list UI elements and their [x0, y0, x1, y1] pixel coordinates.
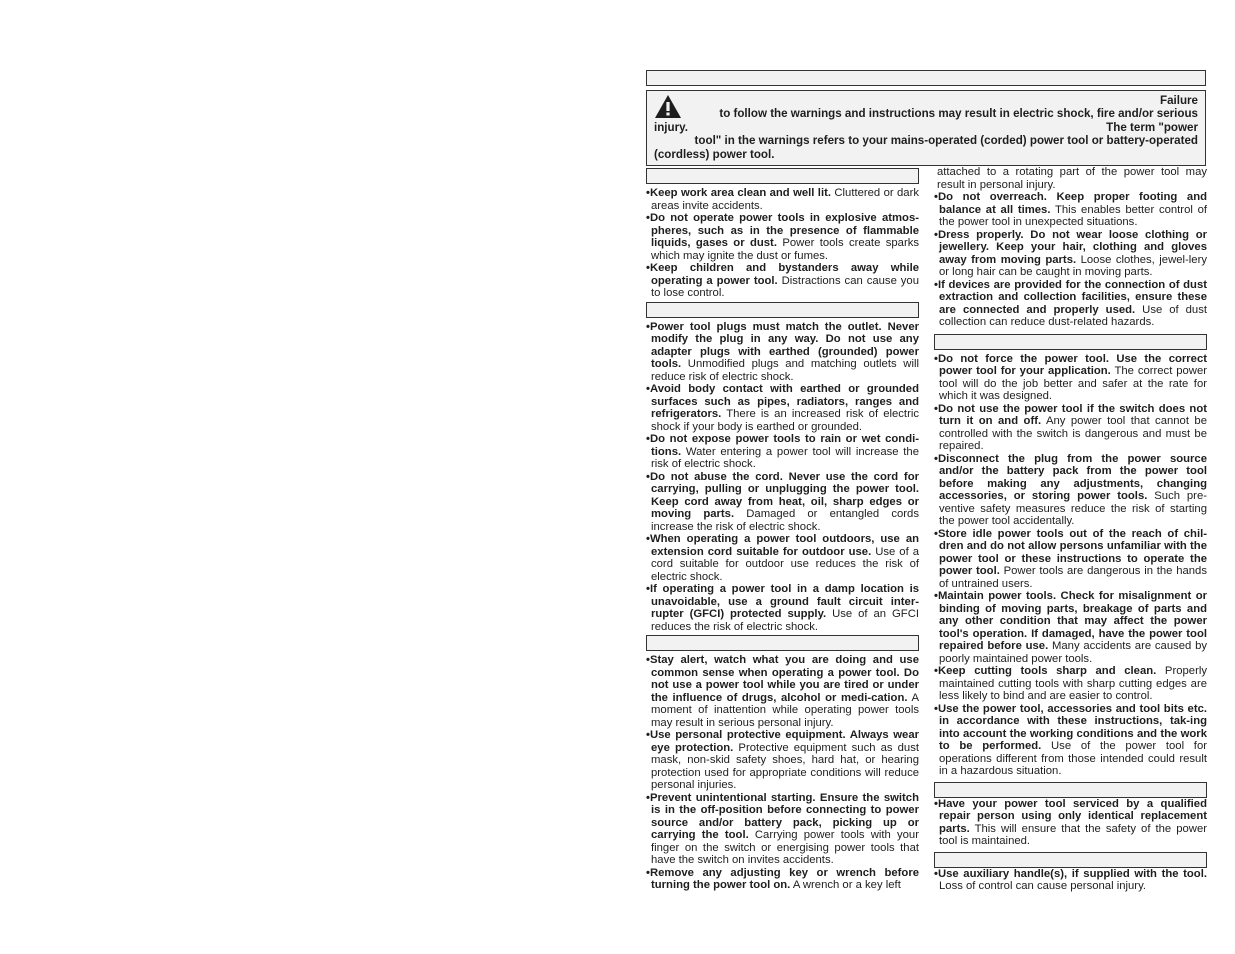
bullet-bold: •Use personal protective equipment. Always wear eye protection. — [646, 729, 919, 754]
personal-list — [646, 654, 919, 892]
bullet-item — [934, 229, 1207, 279]
warning-line-3 — [654, 121, 1198, 134]
bullet-item — [646, 212, 919, 262]
bullet-item — [934, 590, 1207, 665]
continued-text: attached to a rotating part of the power tool may result in personal injury. — [937, 166, 1207, 191]
bullet-text: Any power tool that cannot be controlled with the switch is dangerous and must be repaired. — [939, 415, 1207, 452]
general-warning-box — [646, 90, 1206, 166]
bullet-bold: •Keep cutting tools sharp and clean. — [934, 665, 1157, 677]
bullet-item — [646, 187, 919, 212]
use-care-list — [934, 353, 1207, 778]
bullet-item — [934, 453, 1207, 528]
bullet-text: Protective equipment such as dust mask, non-skid safety shoes, hard hat, or hearing protection used for appropriate conditions will reduce personal injuries. — [651, 741, 919, 791]
bullet-text: Loose clothes, jewel-lery or long hair can be caught in moving parts. — [939, 253, 1207, 278]
bullet-text: Use of a cord suitable for outdoor use reduces the risk of electric shock. — [651, 545, 920, 583]
bullet-item — [934, 353, 1207, 403]
bullet-bold: •Dress properly. Do not wear loose clothing or jewellery. Keep your hair, clothing and gloves away from moving parts. — [934, 228, 1207, 266]
bullet-text: Damaged or entangled cords increase the risk of electric shock. — [651, 508, 919, 533]
warning-line-2: to follow the warnings and instructions may result in electric shock, fire and/or serious — [719, 107, 1198, 121]
bullet-text: Distractions can cause you to lose control. — [651, 274, 919, 299]
bullet-text: Loss of control can cause personal injury. — [939, 880, 1147, 892]
bullet-item — [934, 868, 1207, 893]
bullet-bold: •Use auxiliary handle(s), if supplied with the tool. — [934, 867, 1207, 880]
bullet-bold: •Store idle power tools out of the reach of chil-dren and do not allow persons unfamiliar with the power tool or these instructions to operate the power tool. — [934, 527, 1207, 577]
bullet-bold: •Remove any adjusting key or wrench before turning the power tool on. — [646, 866, 919, 891]
bullet-item — [646, 533, 919, 583]
left-column — [646, 168, 919, 892]
bullet-bold: •Keep work area clean and well lit. — [646, 187, 831, 199]
bullet-item — [646, 383, 919, 433]
bullet-bold: •Stay alert, watch what you are doing and use common sense when operating a power tool. Do not use a power tool while you are tired or under the influence of drugs, alcohol or medi-cation. — [646, 654, 919, 704]
bullet-item — [934, 279, 1207, 329]
electrical-list — [646, 321, 919, 634]
bullet-text: Use of an GFCI reduces the risk of electric shock. — [651, 608, 919, 633]
bullet-text: Such pre-ventive safety measures reduce the risk of starting the power tool accidentally. — [939, 490, 1207, 527]
bullet-item — [646, 262, 919, 300]
warning-line-3b: The term "power — [1106, 120, 1198, 134]
bullet-text: Many accidents are caused by poorly maintained power tools. — [939, 640, 1207, 665]
section-bar-work-area — [646, 168, 919, 184]
bullet-text: A moment of inattention while operating power tools may result in serious personal injury. — [651, 691, 919, 729]
bullet-item — [646, 654, 919, 729]
bullet-text: Power tools are dangerous in the hands of untrained users. — [939, 565, 1207, 590]
work-area-list — [646, 187, 919, 300]
service-list — [934, 798, 1207, 848]
bullet-text: Cluttered or dark areas invite accidents. — [651, 187, 919, 212]
bullet-text: The correct power tool will do the job better and safer at the rate for which it was designed. — [939, 365, 1207, 402]
bullet-bold: •Avoid body contact with earthed or grounded surfaces such as pipes, radiators, ranges and refrigerators. — [646, 383, 919, 420]
safety-title-bar — [646, 70, 1206, 86]
bullet-text: Unmodified plugs and matching outlets will reduce risk of electric shock. — [651, 358, 919, 383]
warning-line-3a: injury. — [654, 120, 688, 134]
bullet-item — [646, 433, 919, 471]
bullet-bold: •If devices are provided for the connection of dust extraction and collection facilities, ensure these are connected and properly used. — [934, 278, 1207, 316]
bullet-bold: •Have your power tool serviced by a qualified repair person using only identical replacement parts. — [934, 797, 1207, 835]
bullet-item — [646, 471, 919, 534]
specific-list — [934, 868, 1207, 893]
bullet-bold: •Do not overreach. Keep proper footing and balance at all times. — [934, 191, 1207, 216]
bullet-text: Use of dust collection can reduce dust-related hazards. — [939, 303, 1207, 328]
bullet-text: This will ensure that the safety of the power tool is maintained. — [939, 822, 1207, 847]
warning-line-1: Failure — [1159, 94, 1198, 107]
bullet-bold: •Keep children and bystanders away while operating a power tool. — [646, 262, 919, 287]
bullet-bold: •Prevent unintentional starting. Ensure the switch is in the off-position before connecting to power source and/or battery pack, picking up or carrying the tool. — [646, 791, 919, 841]
bullet-text: Use of the power tool for operations different from those intended could result in a hazardous situation. — [939, 740, 1207, 777]
bullet-item — [646, 583, 919, 633]
bullet-bold: •Do not force the power tool. Use the correct power tool for your application. — [934, 352, 1207, 377]
bullet-bold: •When operating a power tool outdoors, use an extension cord suitable for outdoor use. — [646, 533, 919, 558]
section-bar-personal — [646, 635, 919, 651]
bullet-item — [934, 528, 1207, 591]
bullet-bold: •Do not abuse the cord. Never use the cord for carrying, pulling or unplugging the power tool. Keep cord away from heat, oil, sharp edges or moving parts. — [646, 470, 919, 520]
bullet-item — [934, 798, 1207, 848]
bullet-bold: •Maintain power tools. Check for misalignment or binding of moving parts, breakage of parts and any other condition that may affect the power tool's operation. If damaged, have the power tool repaired before use. — [934, 590, 1207, 652]
bullet-bold: •Use the power tool, accessories and tool bits etc. in accordance with these instructions, tak-ing into account the working conditions and the work to be performed. — [934, 702, 1207, 752]
section-bar-service — [934, 782, 1207, 798]
bullet-item — [646, 792, 919, 867]
bullet-text: This enables better control of the power tool in unexpected situations. — [939, 203, 1207, 228]
bullet-item — [646, 729, 919, 792]
bullet-bold: •If operating a power tool in a damp location is unavoidable, use a ground fault circuit inter-rupter (GFCI) protected supply. — [646, 583, 919, 620]
right-column — [934, 166, 1207, 893]
bullet-bold: •Disconnect the plug from the power source and/or the battery pack from the power tool before making any adjustments, changing accessories, or storing power tools. — [934, 452, 1207, 502]
bullet-text: Properly maintained cutting tools with sharp cutting edges are less likely to bind and are easier to control. — [939, 665, 1207, 702]
warning-line-5: (cordless) power tool. — [654, 147, 775, 161]
bullet-item — [646, 321, 919, 384]
bullet-item — [934, 665, 1207, 703]
bullet-text: A wrench or a key left — [790, 879, 901, 891]
bullet-item — [934, 403, 1207, 453]
bullet-item — [934, 191, 1207, 229]
bullet-bold: •Do not expose power tools to rain or wet condi-tions. — [646, 433, 919, 458]
bullet-text: Carrying power tools with your finger on the switch or energising power tools that have the switch on invites accidents. — [651, 829, 919, 866]
bullet-item — [934, 703, 1207, 778]
bullet-bold: •Do not operate power tools in explosive atmos-pheres, such as in the presence of flammable liquids, gases or dust. — [646, 212, 919, 249]
bullet-text: Water entering a power tool will increase the risk of electric shock. — [651, 445, 919, 470]
personal-cont-list — [934, 191, 1207, 329]
bullet-text: There is an increased risk of electric shock if your body is earthed or grounded. — [651, 408, 919, 433]
bullet-text: Power tools create sparks which may ignite the dust or fumes. — [651, 237, 919, 262]
warning-line-4: tool" in the warnings refers to your mains-operated (corded) power tool or battery-operated — [694, 134, 1198, 148]
bullet-item — [646, 867, 919, 892]
section-bar-specific — [934, 852, 1207, 868]
warning-triangle-icon — [654, 94, 682, 120]
section-bar-use-care — [934, 334, 1207, 350]
bullet-bold: •Power tool plugs must match the outlet. Never modify the plug in any way. Do not use any adapter plugs with earthed (grounded) power tools. — [646, 320, 919, 370]
bullet-bold: •Do not use the power tool if the switch does not turn it on and off. — [934, 402, 1207, 427]
section-bar-electrical — [646, 302, 919, 318]
